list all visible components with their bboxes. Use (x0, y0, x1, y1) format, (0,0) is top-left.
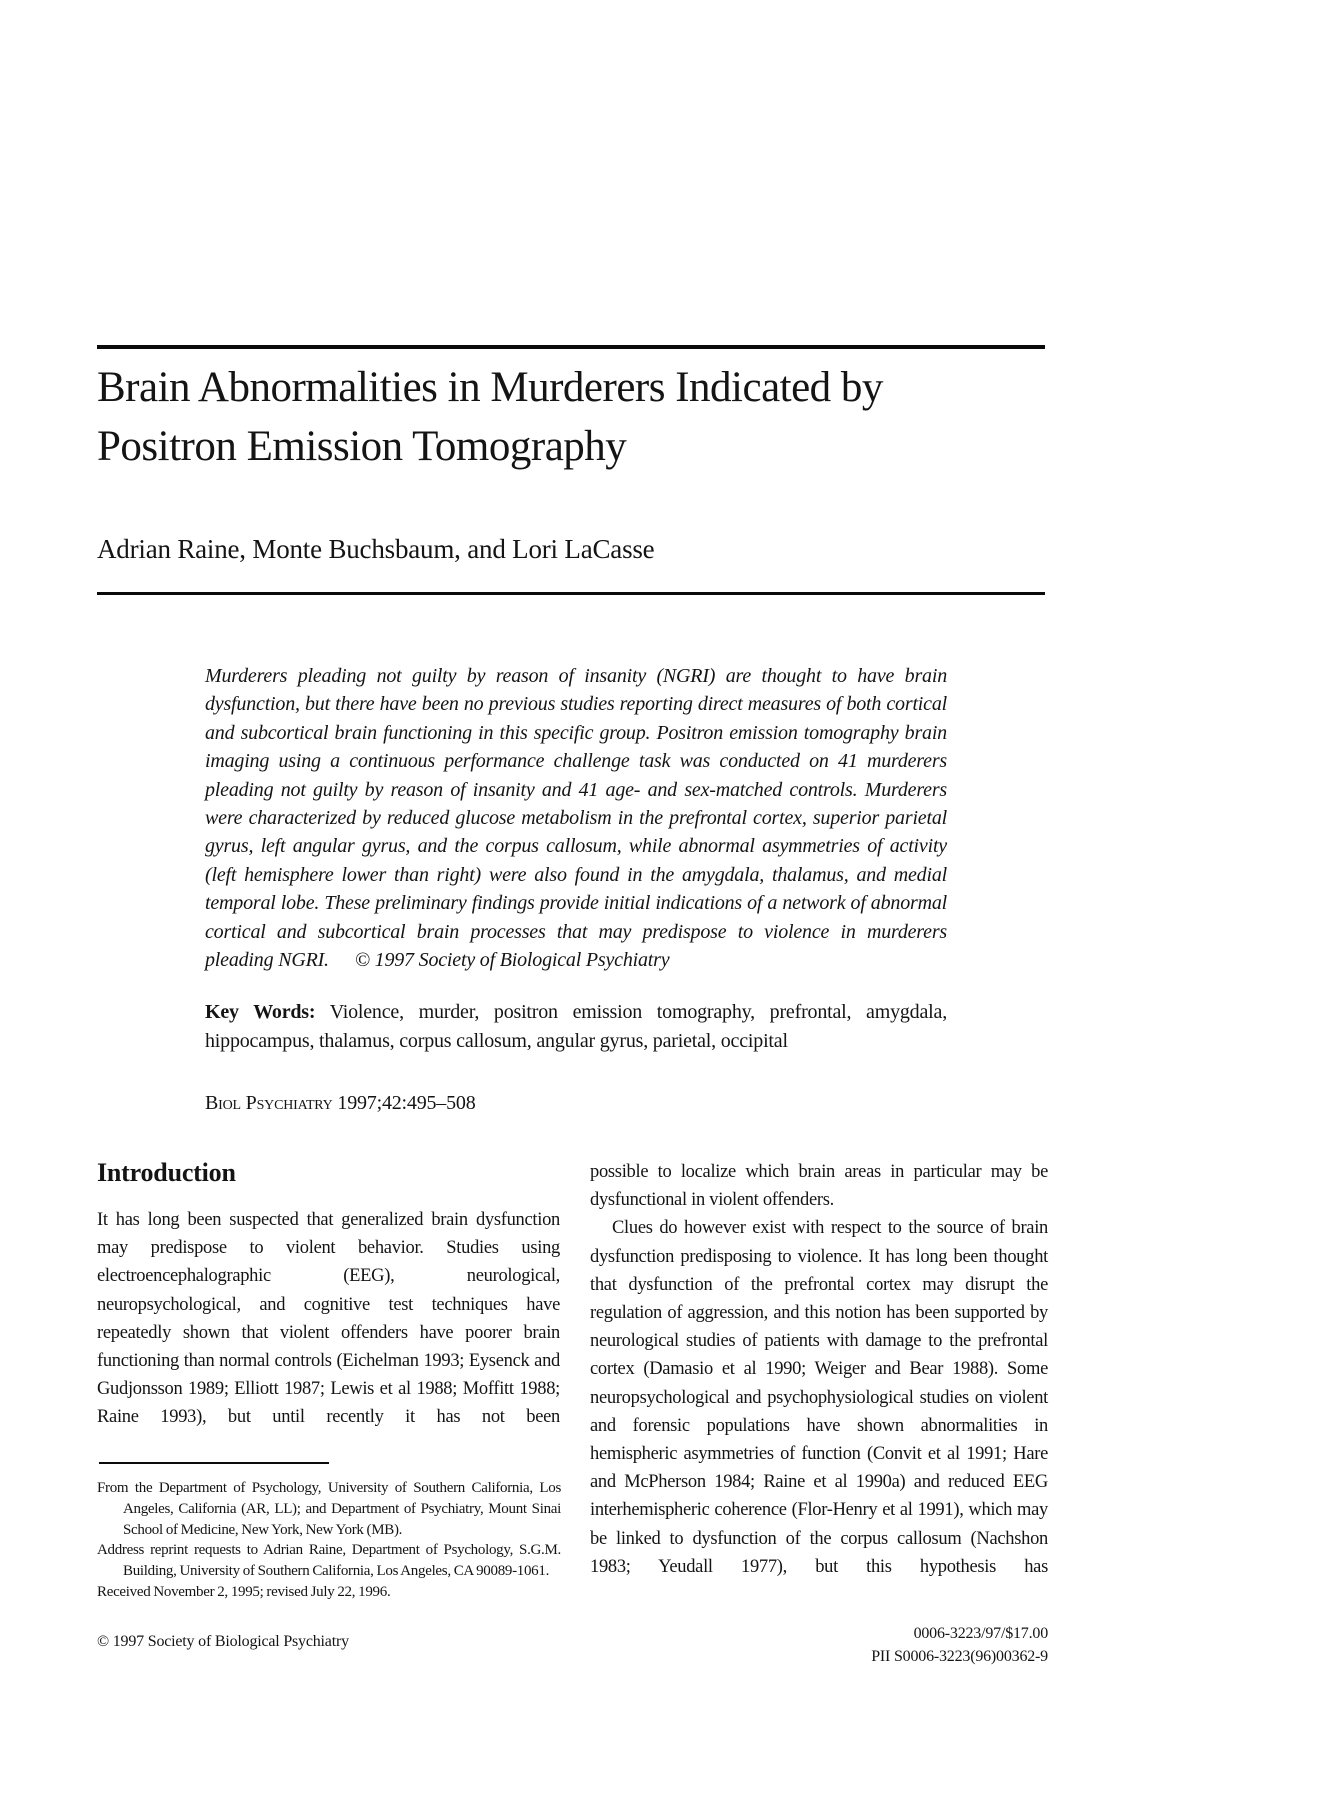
authors-line: Adrian Raine, Monte Buchsbaum, and Lori LaCasse (97, 534, 655, 564)
abstract-body: Murderers pleading not guilty by reason of insanity (NGRI) are thought to have brain dysfunction, but there have been no previous studies reporting direct measures of both cortical and subcortical brain functioning in this specific group. Positron emission tomography brain imaging using a continuous performance challenge task was conducted on 41 murderers pleading not guilty by reason of insanity and 41 age- and sex-matched controls. Murderers were characterized by reduced glucose metabolism in the prefrontal cortex, superior parietal gyrus, left angular gyrus, and the corpus callosum, while abnormal asymmetries of activity (left hemisphere lower than right) were also found in the amygdala, thalamus, and medial temporal lobe. These preliminary findings provide initial indications of a network of abnormal cortical and subcortical brain processes that may predispose to violence in murderers pleading NGRI. (205, 665, 947, 972)
keywords-paragraph (205, 998, 947, 1056)
footnotes-block (97, 1478, 561, 1603)
intro-right-column (590, 1158, 1048, 1581)
footer-issn-price: 0006-3223/97/$17.00 (913, 1625, 1048, 1642)
abstract-block (205, 662, 947, 1115)
footnote-rule (99, 1462, 329, 1464)
intro-right-paragraph-2: Clues do however exist with respect to the source of brain dysfunction predisposing to violence. It has long been thought that dysfunction of the prefrontal cortex may disrupt the regulation of aggression, and this notion has been supported by neurological studies of patients with damage to the prefrontal cortex (Damasio et al 1990; Weiger and Bear 1988). Some neuropsychological and psychophysiological studies on violent and forensic populations have shown abnormalities in hemispheric asymmetries of function (Convit et al 1991; Hare and McPherson 1984; Raine et al 1990a) and reduced EEG interhemispheric coherence (Flor-Henry et al 1991), which may be linked to dysfunction of the corpus callosum (Nachshon 1983; Yeudall 1977), but this hypothesis has (590, 1218, 1048, 1577)
keywords-label: Key Words: (205, 1001, 316, 1024)
header-bottom-rule (97, 592, 1045, 595)
abstract-text (205, 662, 947, 974)
header-top-rule (97, 345, 1045, 349)
journal-citation (205, 1092, 947, 1115)
keywords-text: Violence, murder, positron emission tomography, prefrontal, amygdala, hippocampus, thalamus, corpus callosum, angular gyrus, parietal, occipital (205, 1001, 947, 1053)
page-title: Brain Abnormalities in Murderers Indicated by Positron Emission Tomography (97, 364, 883, 470)
abstract-copyright-note: © 1997 Society of Biological Psychiatry (354, 949, 670, 972)
intro-right-paragraph-1: possible to localize which brain areas in particular may be dysfunctional in violent offenders. (590, 1162, 1048, 1211)
intro-left-paragraph: It has long been suspected that generalized brain dysfunction may predispose to violent behavior. Studies using electroencephalographic (EEG), neurological, neuropsychological, and cognitive test techniques have repeatedly shown that violent offenders have poorer brain functioning than normal controls (Eichelman 1993; Eysenck and Gudjonsson 1989; Elliott 1987; Lewis et al 1988; Moffitt 1988; Raine 1993), but until recently it has not been (97, 1210, 560, 1428)
footnote-reprint-requests: Address reprint requests to Adrian Raine, Department of Psychology, S.G.M. Building, University of Southern California, Los Angeles, CA 90089-1061. (97, 1542, 561, 1580)
intro-left-column (97, 1158, 560, 1432)
footer-codes (688, 1622, 1048, 1668)
footer-pii: PII S0006-3223(96)00362-9 (871, 1648, 1048, 1665)
citation-volume-pages: 1997;42:495–508 (332, 1092, 476, 1115)
journal-name: Biol Psychiatry (205, 1092, 333, 1115)
footnote-affiliation: From the Department of Psychology, University of Southern California, Los Angeles, California (AR, LL); and Department of Psychiatry, Mount Sinai School of Medicine, New York, New York (MB). (97, 1480, 561, 1538)
footnote-received-dates: Received November 2, 1995; revised July 22, 1996. (97, 1583, 391, 1600)
footer-copyright: © 1997 Society of Biological Psychiatry (97, 1633, 349, 1650)
intro-heading: Introduction (97, 1158, 236, 1187)
